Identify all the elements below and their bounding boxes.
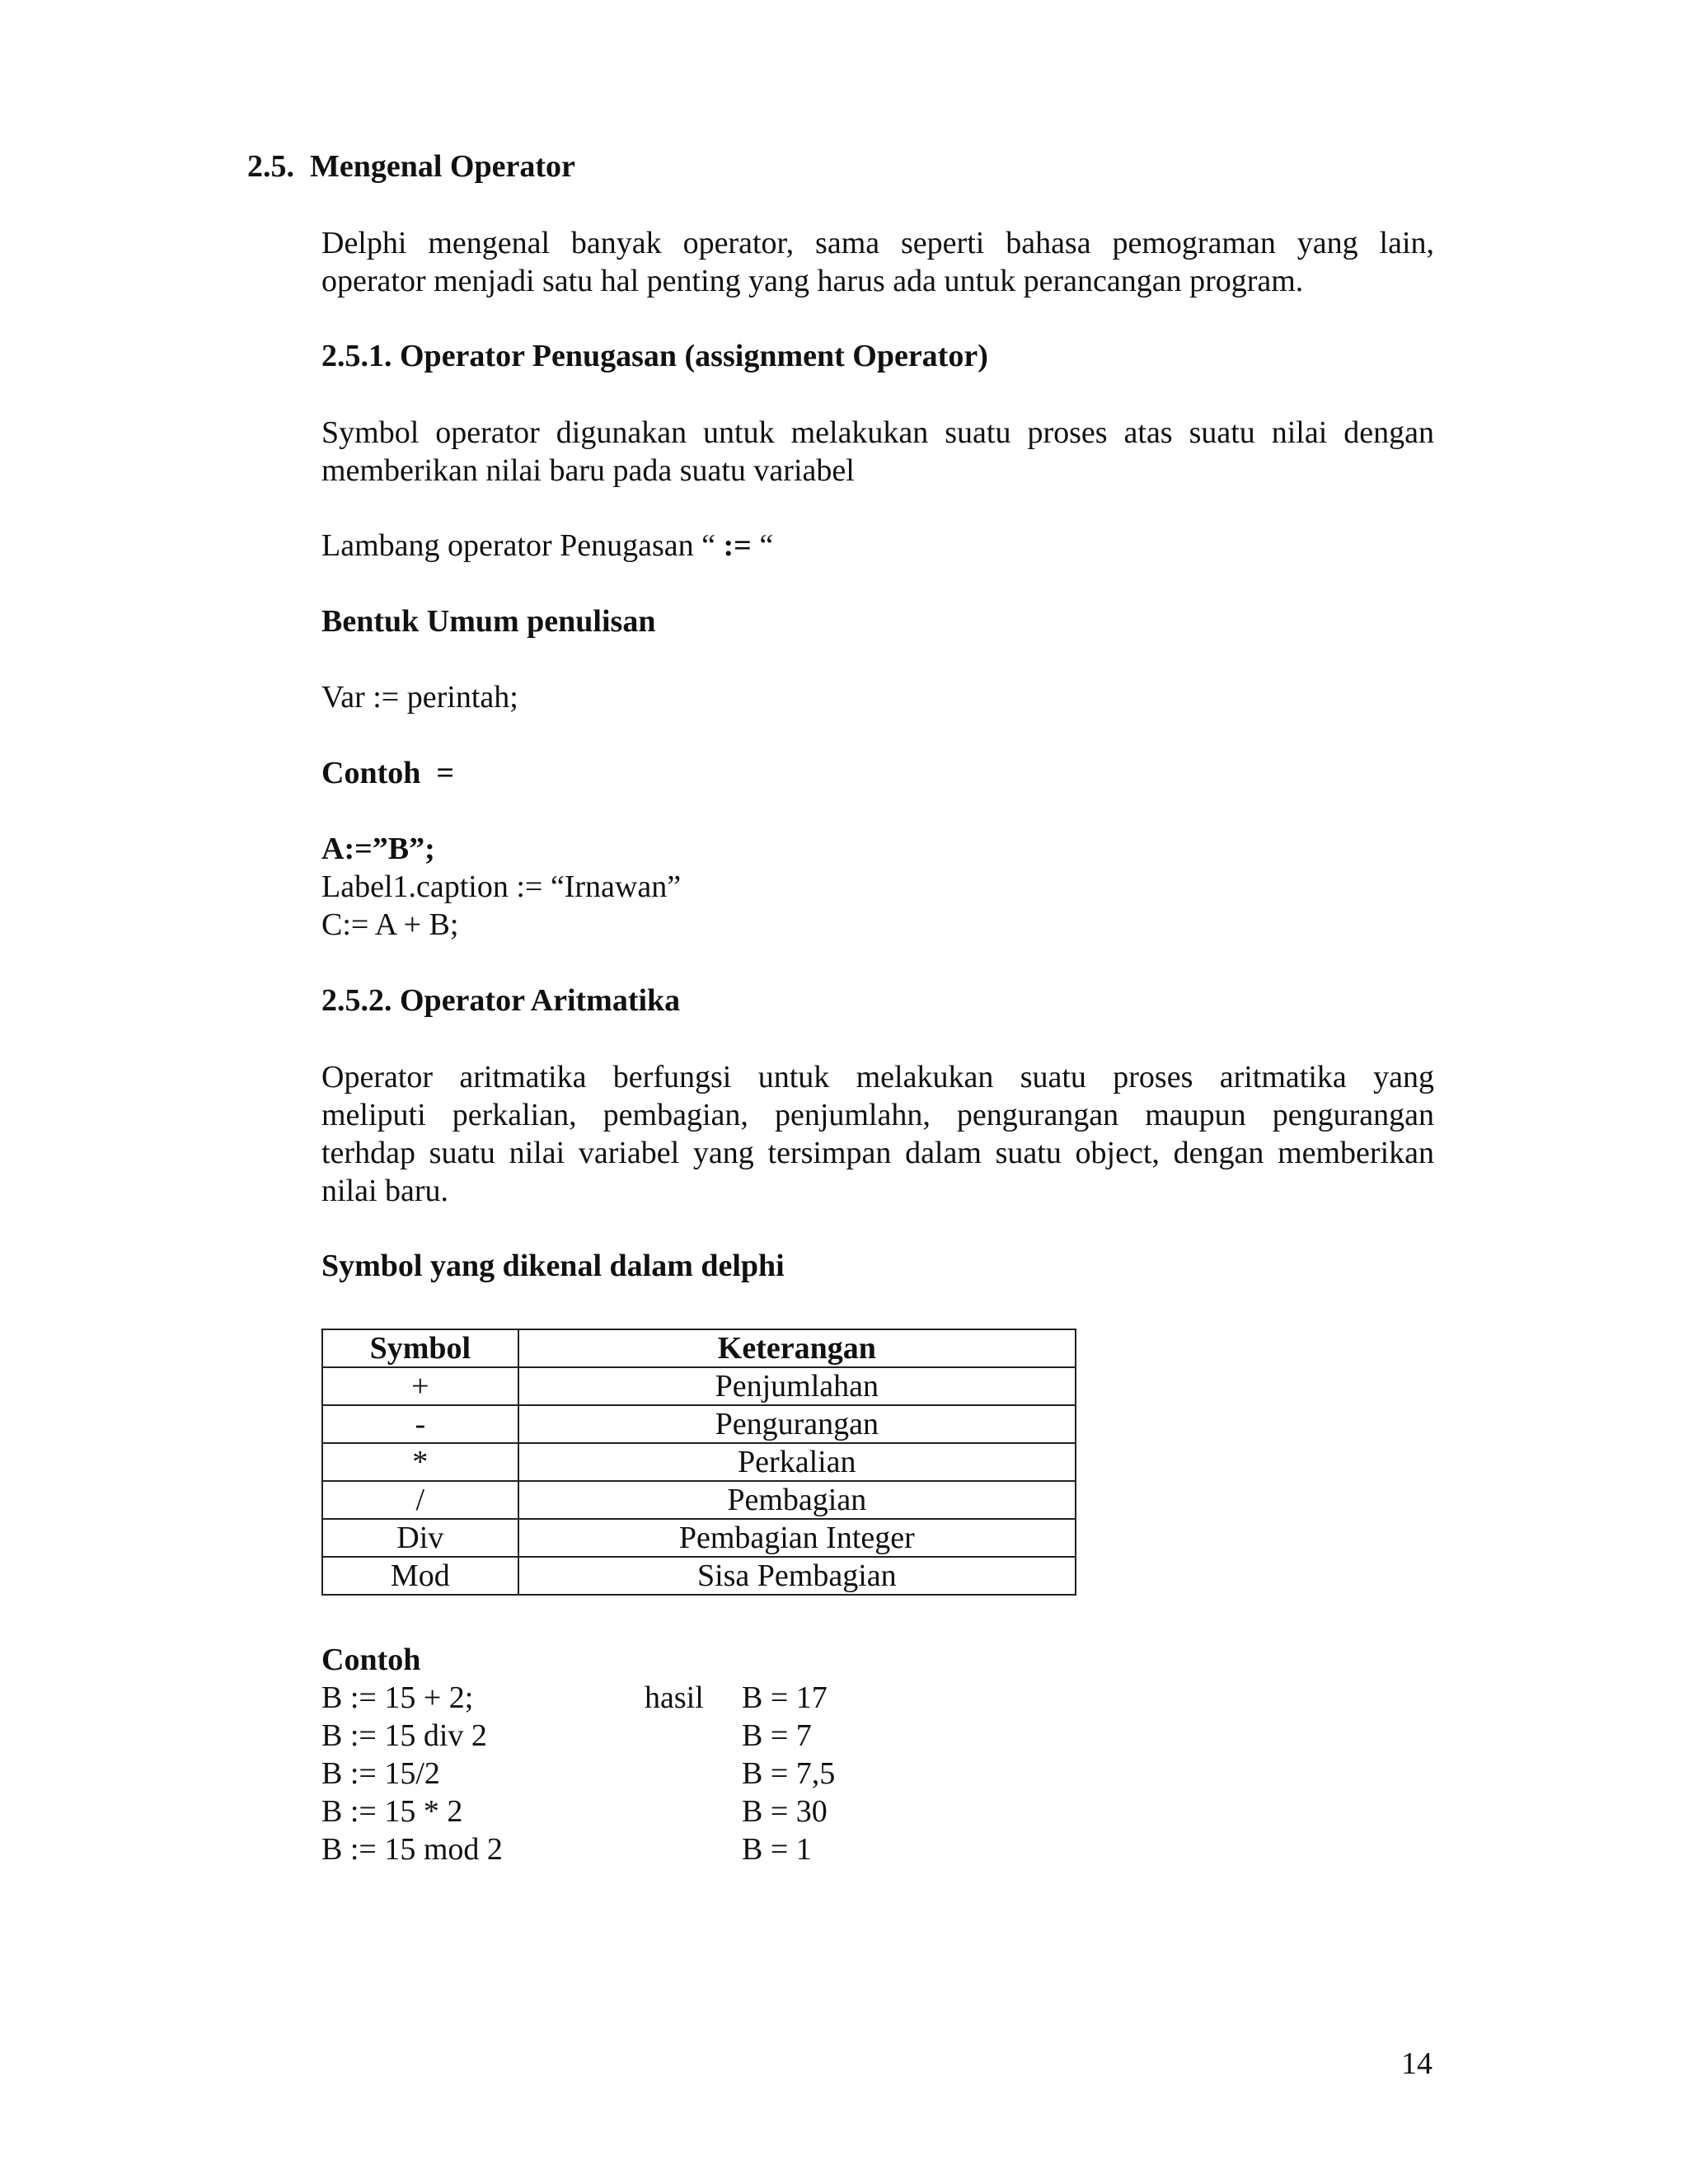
subsection-heading-arithmetic: 2.5.2. Operator Aritmatika <box>321 983 681 1018</box>
arithmetic-example-heading: Contoh <box>321 1643 421 1677</box>
symbol-cell: / <box>322 1481 518 1519</box>
symbol-cell: Mod <box>322 1557 518 1595</box>
symbol-table-heading: Symbol yang dikenal dalam delphi <box>321 1249 785 1283</box>
table-row <box>322 1481 1076 1519</box>
form-syntax: Var := perintah; <box>321 680 518 715</box>
intro-paragraph: Delphi mengenal banyak operator, sama seperti bahasa pemograman yang lain, operator menjadi satu hal penting yang harus ada untuk perancangan program. <box>321 226 1434 298</box>
description-cell: Pembagian <box>518 1481 1076 1519</box>
form-heading: Bentuk Umum penulisan <box>321 604 656 639</box>
example-result: B = 17 <box>742 1680 828 1715</box>
assignment-description: Symbol operator digunakan untuk melakukan suatu proses atas suatu nilai dengan memberikan nilai baru pada suatu variabel <box>321 415 1434 488</box>
table-row <box>322 1557 1076 1595</box>
symbol-cell: - <box>322 1405 518 1443</box>
assignment-symbol: := <box>723 528 752 563</box>
example-result: B = 7,5 <box>742 1756 836 1791</box>
description-cell: Perkalian <box>518 1443 1076 1481</box>
example-expression: B := 15 mod 2 <box>321 1832 503 1867</box>
column-header-keterangan: Keterangan <box>518 1329 1076 1367</box>
assignment-example-3: C:= A + B; <box>321 907 459 942</box>
assignment-example-1: A:=”B”; <box>321 832 435 866</box>
example-expression: B := 15/2 <box>321 1756 440 1791</box>
example-expression: B := 15 * 2 <box>321 1794 463 1829</box>
description-cell: Pembagian Integer <box>518 1519 1076 1557</box>
result-label: hasil <box>645 1680 704 1715</box>
table-header-row <box>322 1329 1076 1367</box>
subsection-heading-assignment: 2.5.1. Operator Penugasan (assignment Operator) <box>321 339 988 373</box>
example-result: B = 1 <box>742 1832 812 1867</box>
symbol-cell: Div <box>322 1519 518 1557</box>
symbol-cell: * <box>322 1443 518 1481</box>
table-row <box>322 1405 1076 1443</box>
symbol-cell: + <box>322 1367 518 1405</box>
table-row <box>322 1519 1076 1557</box>
section-number: 2.5. <box>247 149 294 184</box>
example-expression: B := 15 + 2; <box>321 1680 474 1715</box>
description-cell: Sisa Pembagian <box>518 1557 1076 1595</box>
section-heading <box>247 148 575 185</box>
description-cell: Pengurangan <box>518 1405 1076 1443</box>
column-header-symbol: Symbol <box>322 1329 518 1367</box>
table-row <box>322 1367 1076 1405</box>
assignment-example-2: Label1.caption := “Irnawan” <box>321 869 682 904</box>
example-result: B = 30 <box>742 1794 828 1829</box>
section-title: Mengenal Operator <box>310 149 575 184</box>
page-number: 14 <box>1401 2046 1432 2081</box>
description-cell: Penjumlahan <box>518 1367 1076 1405</box>
example-expression: B := 15 div 2 <box>321 1718 487 1753</box>
example-result: B = 7 <box>742 1718 812 1753</box>
assignment-example-heading: Contoh = <box>321 756 455 790</box>
arithmetic-description: Operator aritmatika berfungsi untuk melakukan suatu proses aritmatika yang meliputi perkalian, pembagian, penjumlahn, pengurangan maupun pengurangan terhdap suatu nilai variabel yang tersimpan dalam suatu object, dengan memberikan nilai baru. <box>321 1060 1434 1208</box>
assignment-symbol-line: Lambang operator Penugasan “ := “ <box>321 528 774 563</box>
table-row <box>322 1443 1076 1481</box>
operator-table <box>321 1329 1076 1596</box>
